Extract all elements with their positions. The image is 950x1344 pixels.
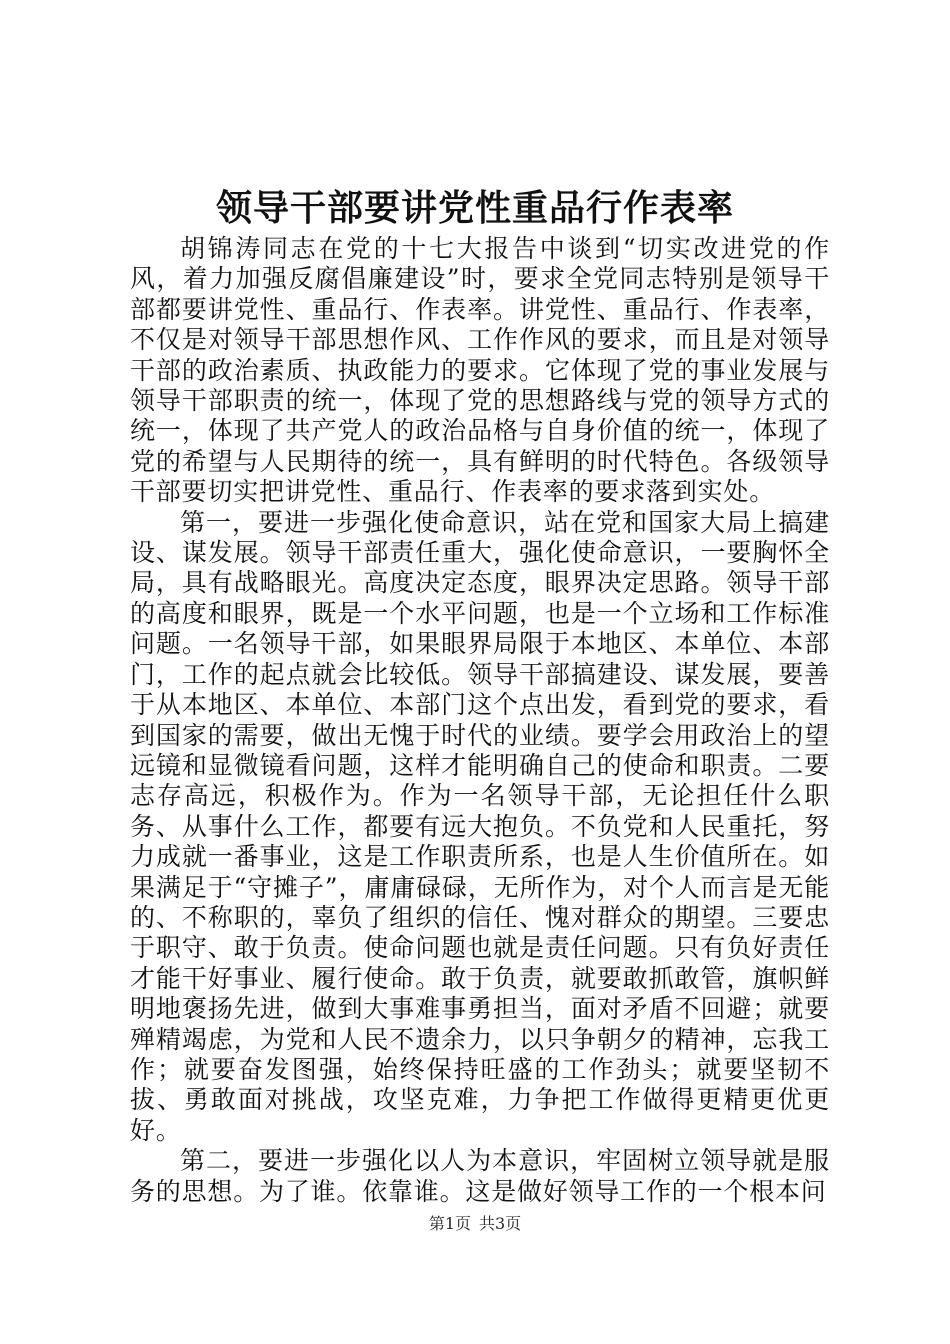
paragraph-intro: 胡锦涛同志在党的十七大报告中谈到“切实改进党的作风，着力加强反腐倡廉建设”时，要求全党同志特别是领导干部都要讲党性、重品行、作表率。讲党性、重品行、作表率，不仅是对领导干部思想作风、工作作风的要求，而且是对领导干部的政治素质、执政能力的要求。它体现了党的事业发展与领导干部职责的统一，体现了党的思想路线与党的领导方式的统一，体现了共产党人的政治品格与自身价值的统一，体现了党的希望与人民期待的统一，具有鲜明的时代特色。各级领导干部要切实把讲党性、重品行、作表率的要求落到实处。 (130, 234, 830, 507)
page-footer (0, 1213, 950, 1235)
page-total: 共3页 (479, 1214, 522, 1233)
document-body (130, 234, 830, 1207)
paragraph-second-point: 第二，要进一步强化以人为本意识，牢固树立领导就是服务的思想。为了谁。依靠谁。这是做好领导工作的一个根本问 (130, 1146, 830, 1206)
paragraph-first-point: 第一，要进一步强化使命意识，站在党和国家大局上搞建设、谋发展。领导干部责任重大，强化使命意识，一要胸怀全局，具有战略眼光。高度决定态度，眼界决定思路。领导干部的高度和眼界，既是一个水平问题，也是一个立场和工作标准问题。一名领导干部，如果眼界局限于本地区、本单位、本部门，工作的起点就会比较低。领导干部搞建设、谋发展，要善于从本地区、本单位、本部门这个点出发，看到党的要求，看到国家的需要，做出无愧于时代的业绩。要学会用政治上的望远镜和显微镜看问题，这样才能明确自己的使命和职责。二要志存高远，积极作为。作为一名领导干部，无论担任什么职务、从事什么工作，都要有远大抱负。不负党和人民重托，努力成就一番事业，这是工作职责所系，也是人生价值所在。如果满足于“守摊子”，庸庸碌碌，无所作为，对个人而言是无能的、不称职的，辜负了组织的信任、愧对群众的期望。三要忠于职守、敢于负责。使命问题也就是责任问题。只有负好责任才能干好事业、履行使命。敢于负责，就要敢抓敢管，旗帜鲜明地褒扬先进，做到大事难事勇担当，面对矛盾不回避；就要殚精竭虑，为党和人民不遗余力，以只争朝夕的精神，忘我工作；就要奋发图强，始终保持旺盛的工作劲头；就要坚韧不拔、勇敢面对挑战，攻坚克难，力争把工作做得更精更优更好。 (130, 507, 830, 1145)
page-number: 第1页 (428, 1214, 471, 1233)
document-title: 领导干部要讲党性重品行作表率 (215, 187, 734, 229)
